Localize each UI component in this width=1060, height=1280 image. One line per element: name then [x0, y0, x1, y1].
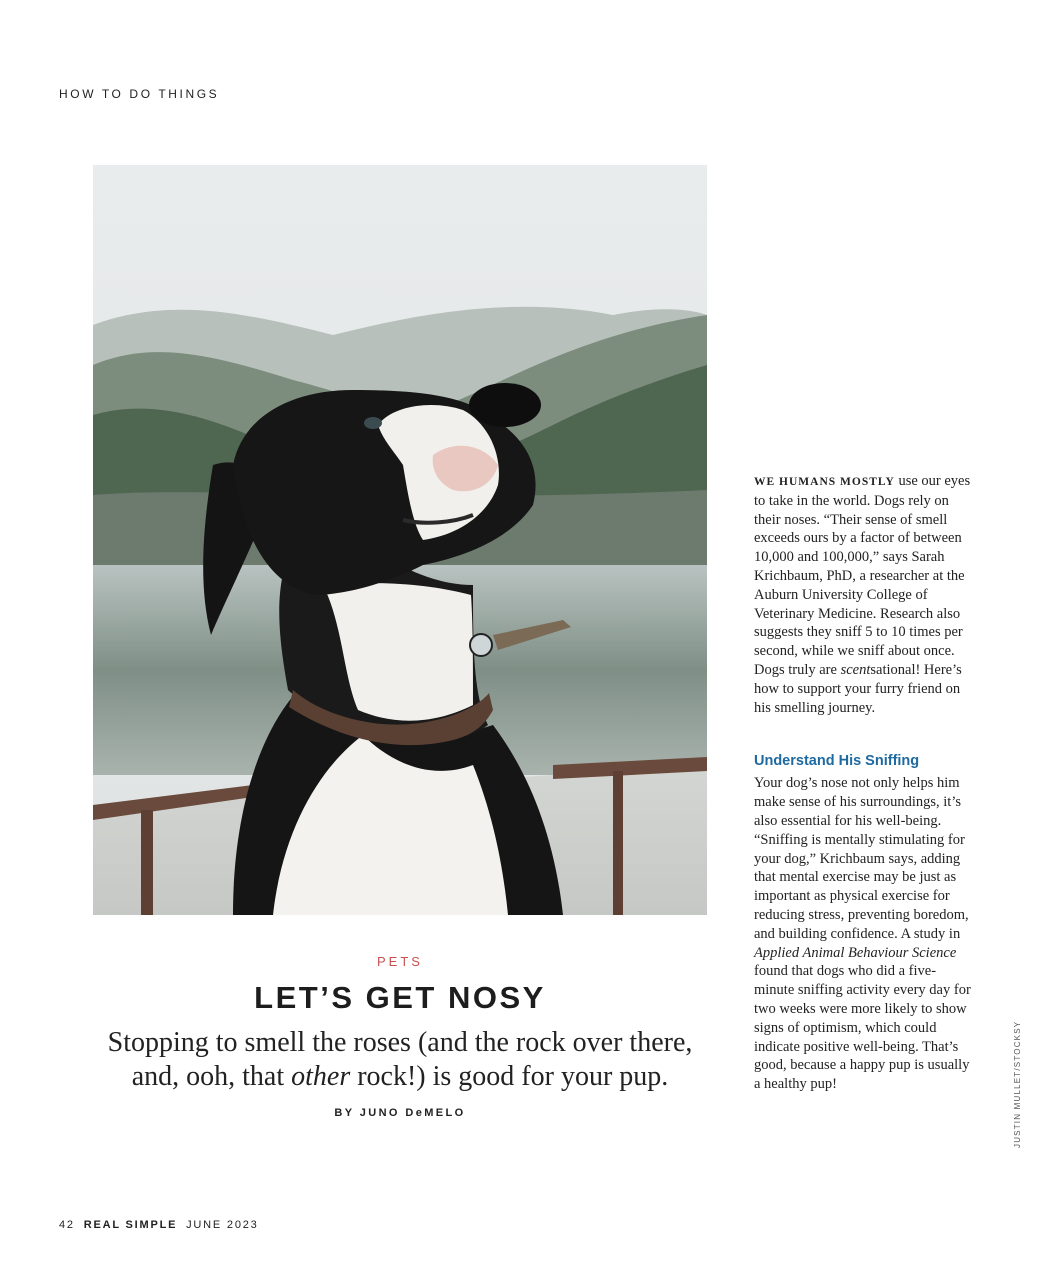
page-footer — [59, 1219, 259, 1231]
body-paragraph: Your dog’s nose not only helps him make sense of his surroundings, it’s also essential for his well-being. “Sniffing is mentally stimulating for your dog,” Krichbaum says, adding that mental exercise may be just as important as physical exercise for reducing stress, preventing boredom, and building confidence. A study in Applied Animal Behaviour Science found that dogs who did a five-minute sniffing activity every day for two weeks were more likely to show signs of optimism, which could indicate positive well-being. That’s good, because a happy pup is usually a healthy pup! — [754, 775, 971, 1093]
article-body — [754, 472, 972, 1094]
article-kicker: PETS — [377, 954, 423, 969]
lead-in: WE HUMANS MOSTLY — [754, 476, 895, 488]
magazine-name: REAL SIMPLE — [83, 1219, 178, 1231]
section-subhead: Understand His Sniffing — [754, 753, 920, 770]
dog-photo — [93, 165, 707, 915]
section-label: HOW TO DO THINGS — [59, 87, 220, 101]
issue-date: JUNE 2023 — [186, 1219, 259, 1231]
byline: BY JUNO DeMELO — [334, 1107, 466, 1119]
article-headline: LET’S GET NOSY — [254, 980, 546, 1015]
article-dek: Stopping to smell the roses (and the rock over there, and, ooh, that other rock!) is good for your pup. — [107, 1027, 693, 1092]
page-number: 42 — [59, 1219, 75, 1231]
intro-paragraph: WE HUMANS MOSTLY use our eyes to take in the world. Dogs rely on their noses. “Their sense of smell exceeds ours by a factor of between 10,000 and 100,000,” says Sarah Krichbaum, PhD, a researcher at the Auburn University College of Veterinary Medicine. Research also suggests they sniff 5 to 10 times per second, while we sniff about once. Dogs truly are scentsational! Here’s how to support your furry friend on his smelling journey. — [754, 473, 971, 716]
photo-credit: JUSTIN MULLET/STOCKSY — [1013, 1020, 1022, 1148]
